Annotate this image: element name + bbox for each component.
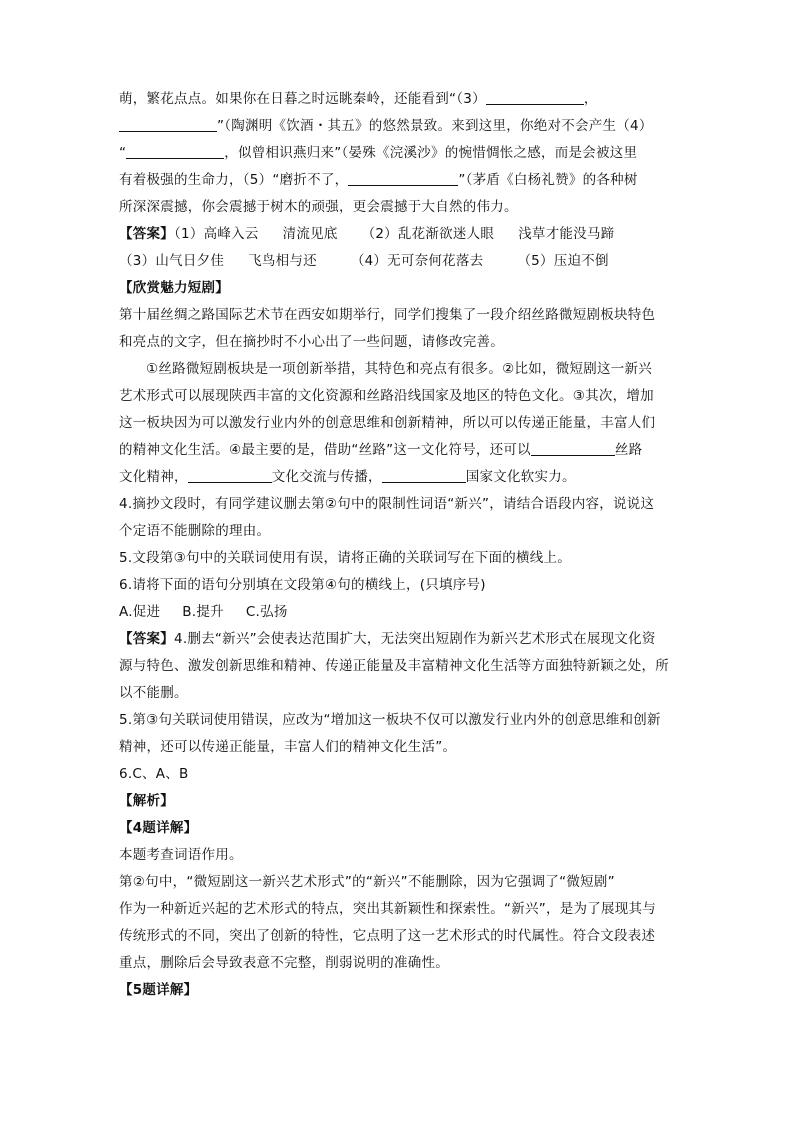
text-segment: 文化交流与传播， [271,469,382,485]
text-line-3 [119,144,637,162]
options-line [119,603,288,621]
fill-blank [486,91,584,105]
question-4-line-1: 4.摘抄文段时，有同学建议删去第②句中的限制性词语“新兴”，请结合语段内容，说说这 [119,496,655,512]
section-heading: 【欣赏魅力短剧】 [119,280,229,296]
fill-blank [188,469,272,483]
answer-item: 清流见底 [282,226,338,242]
detail-4-line-1: 本题考查词语作用。 [119,847,243,863]
text-segment: ，似曾相识燕归来”（晏殊《浣溪沙》的惋惜惆怅之感，而是会被这里 [224,145,638,161]
text-segment: 国家文化软实力。 [465,469,576,485]
detail-4-line-2: 第②句中，“微短剧这一新兴艺术形式”的“新兴”不能删除，因为它强调了“微短剧” [119,874,615,890]
fill-blank [119,118,217,132]
passage-line-1: ①丝路微短剧板块是一项创新举措，其特色和亮点有很多。②比如，微短剧这一新兴 [146,361,652,377]
answer-item: （4）无可奈何花落去 [350,253,484,269]
text-line-2 [119,117,653,135]
answer-item: （2）乱花渐欲迷人眼 [361,226,495,242]
answer-5-line-1: 5.第③句关联词使用错误，应改为“增加这一板块不仅可以激发行业内外的创意思维和创新 [119,712,661,728]
passage-line-4 [119,441,642,459]
text-segment: 的精神文化生活。④最主要的是，借助“丝路”这一文化符号，还可以 [119,442,531,458]
passage-line-3: 这一板块因为可以激发行业内外的创意思维和创新精神，所以可以传递正能量，丰富人们 [119,415,656,431]
question-6: 6.请将下面的语句分别填在文段第④句的横线上，(只填序号) [119,577,486,593]
option-b: B.提升 [182,604,224,620]
intro-line-1: 第十届丝绸之路国际艺术节在西安如期举行，同学们搜集了一段介绍丝路微短剧板块特色 [119,307,656,323]
detail-4-line-3: 作为一种新近兴起的艺术形式的特点，突出其新颖性和探索性。“新兴”，是为了展现其与 [119,901,656,917]
answer-tag: 【答案】 [119,631,174,647]
text-segment: ， [583,91,598,107]
detail-4-line-4: 传统形式的不同，突出了创新的特性，它点明了这一艺术形式的时代属性。符合文段表述 [119,928,656,944]
text-segment: 有着极强的生命力，（5）“磨折不了， [119,172,349,188]
answer-tag: 【答案】 [119,226,174,242]
detail-4-heading: 【4题详解】 [119,820,198,836]
text-segment: 丝路 [614,442,643,458]
text-segment: ”（茅盾《白杨礼赞》的各种树 [458,172,638,188]
passage-line-2: 艺术形式可以展现陕西丰富的文化资源和丝路沿线国家及地区的特色文化。③其次，增加 [119,388,654,404]
answer-line-2 [119,252,609,270]
analysis-heading: 【解析】 [119,793,174,809]
answer-item: （1）高峰入云 [174,226,259,242]
text-segment: ”（陶渊明《饮酒・其五》的悠然景致。来到这里，你绝对不会产生（4） [217,118,653,134]
text-segment: 4.删去“新兴”会使表达范围扩大，无法突出短剧作为新兴艺术形式在展现文化资 [174,631,656,647]
text-segment: “ [119,145,127,161]
text-line-1 [119,90,598,108]
question-4-line-2: 个定语不能删除的理由。 [119,523,271,539]
question-5: 5.文段第③句中的关联词使用有误，请将正确的关联词写在下面的横线上。 [119,550,571,566]
answer-line-1 [119,225,614,243]
fill-blank [348,172,458,186]
text-segment: 萌，繁花点点。如果你在日暮之时远眺秦岭，还能看到“（3） [119,91,486,107]
answer-4-line-3: 以不能删。 [119,685,188,701]
answer-5-line-2: 精神，还可以传递正能量，丰富人们的精神文化生活”。 [119,739,457,755]
option-c: C.弘扬 [245,604,288,620]
option-a: A.促进 [119,604,161,620]
answer-item: （3）山气日夕佳 [119,253,225,269]
answer-6: 6.C、A、B [119,766,189,782]
passage-line-5 [119,468,576,486]
text-line-5: 所深深震撼，你会震撼于树木的顽强，更会震撼于大自然的伟力。 [119,199,518,215]
detail-4-line-5: 重点，删除后会导致表意不完整，削弱说明的准确性。 [119,955,449,971]
fill-blank [531,442,615,456]
answer-item: 飞鸟相与还 [248,253,317,269]
answer-4-line-2: 源与特色、激发创新思维和精神、传递正能量及丰富精神文化生活等方面独特新颖之处，所 [119,658,669,674]
text-line-4 [119,171,638,189]
intro-line-2: 和亮点的文字，但在摘抄时不小心出了一些问题，请修改完善。 [119,334,504,350]
answer-item: （5）压迫不倒 [517,253,609,269]
fill-blank [126,145,224,159]
answer-4-line-1 [119,630,656,648]
fill-blank [382,469,466,483]
detail-5-heading: 【5题详解】 [119,982,198,998]
text-segment: 文化精神， [119,469,188,485]
answer-item: 浅草才能没马蹄 [518,226,615,242]
